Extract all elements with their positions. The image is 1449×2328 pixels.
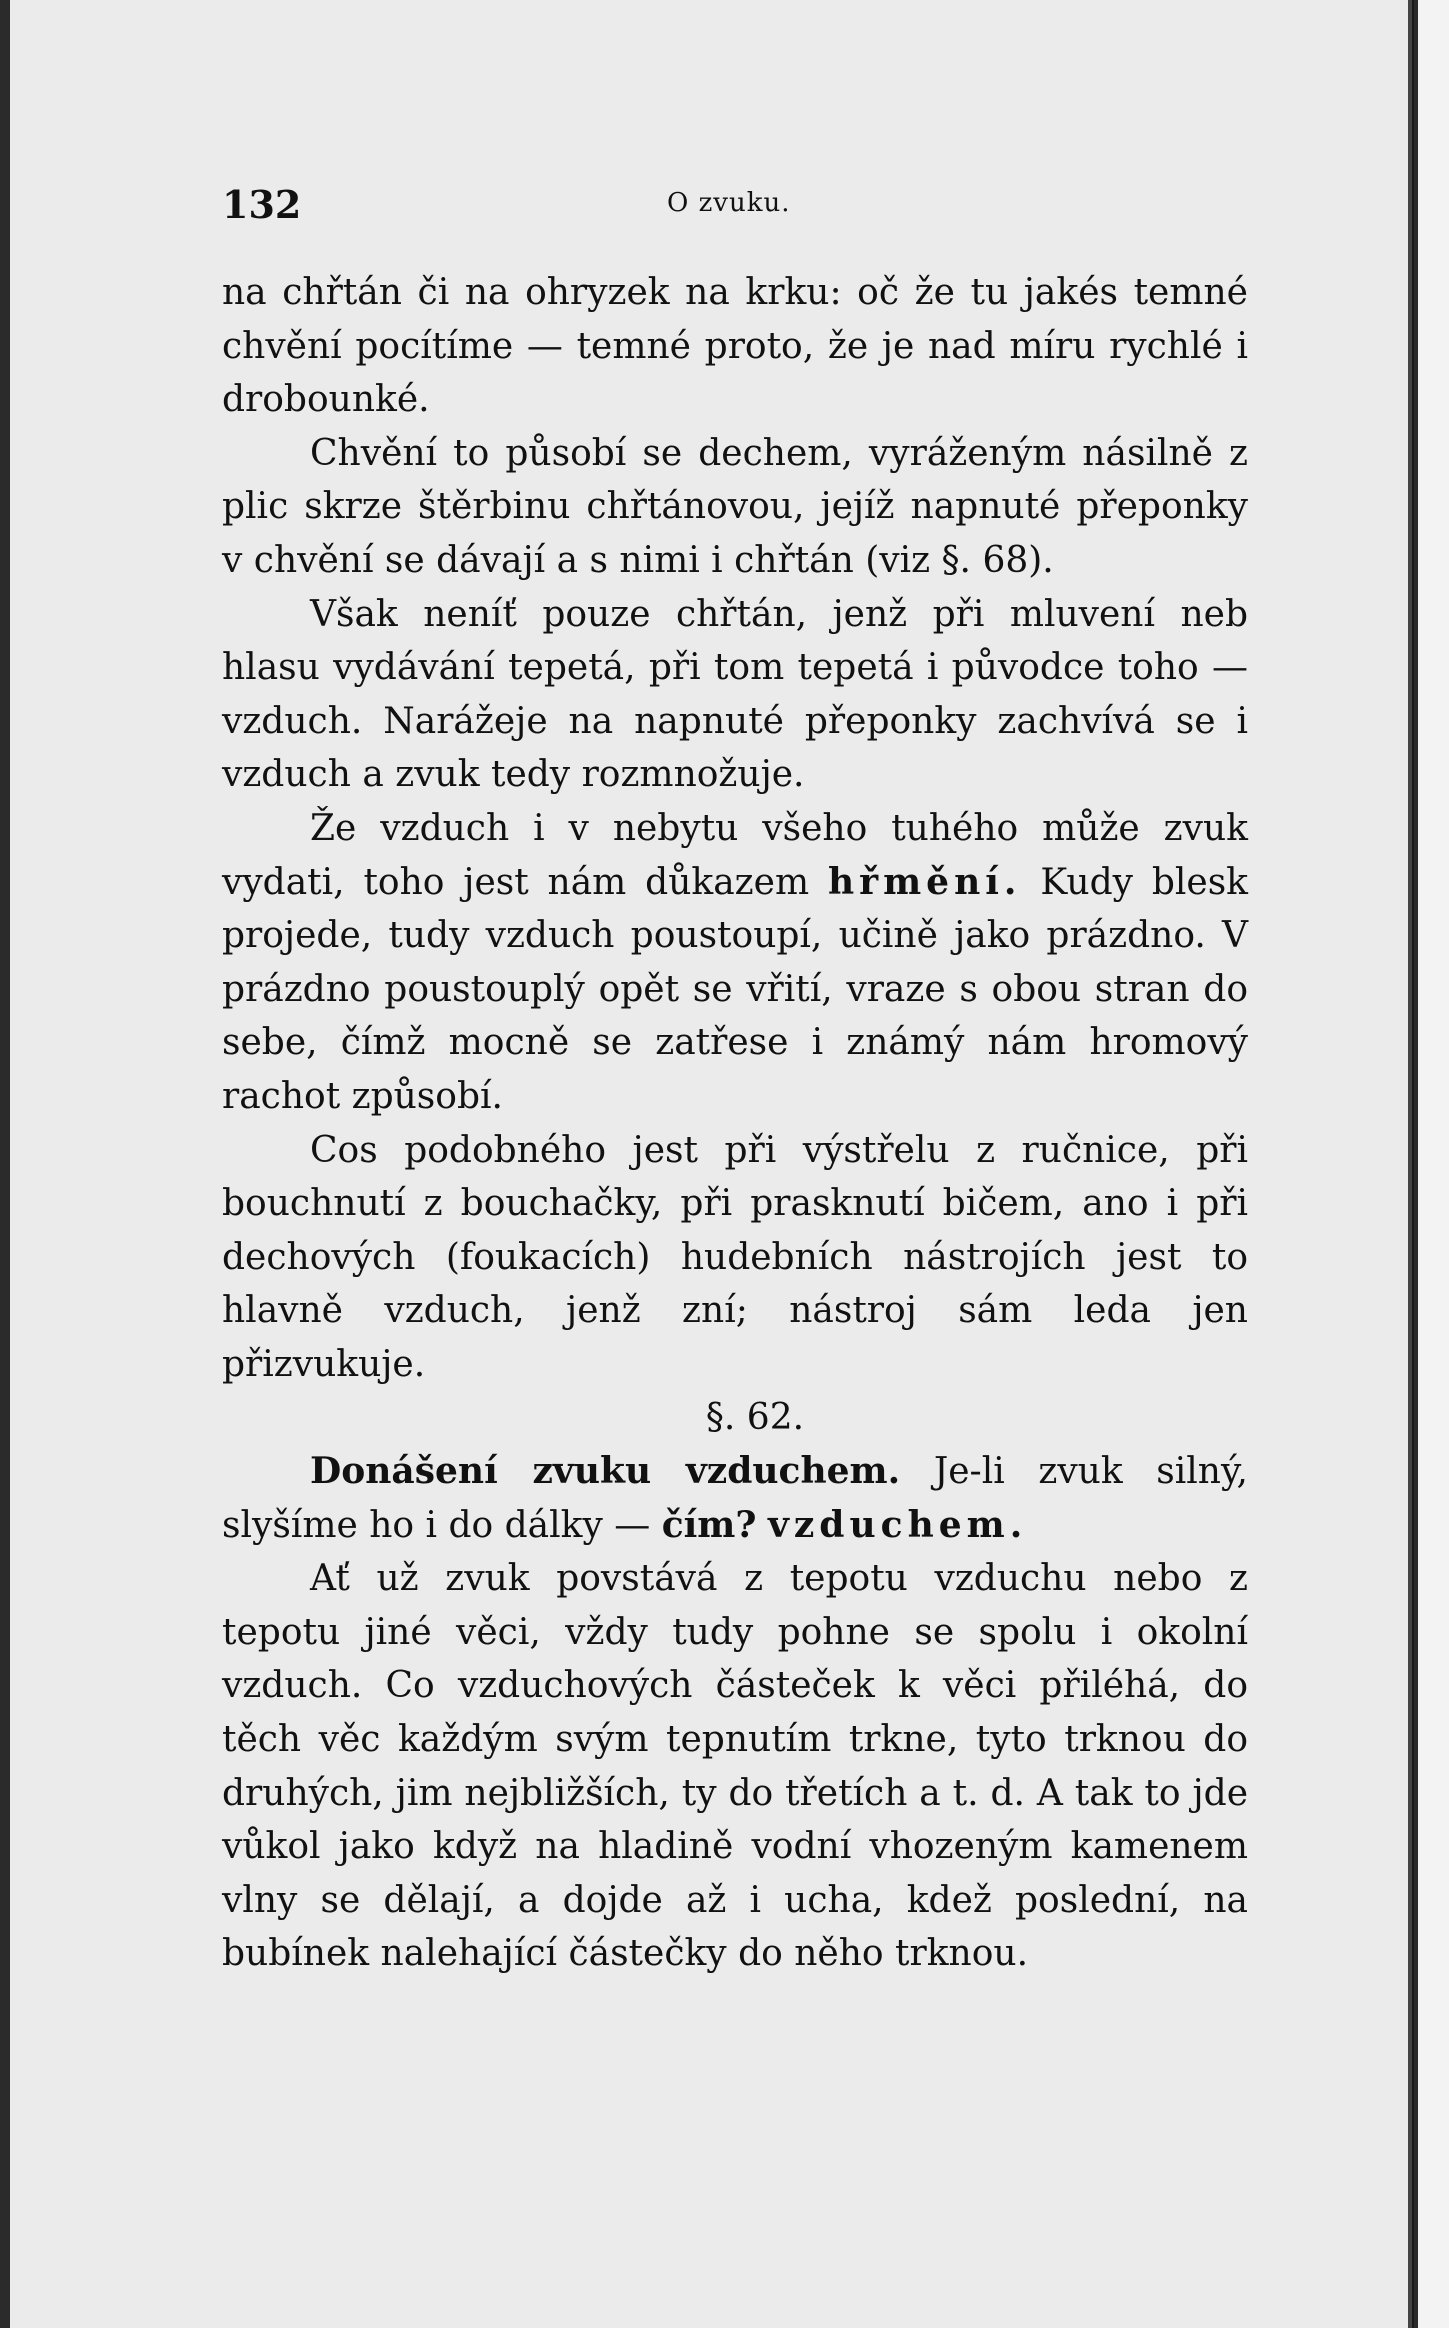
paragraph-1: na chřtán či na ohryzek na krku: oč že tu jakés temné chvění pocítíme — temné proto, že je nad míru rychlé i drobounké.: [222, 272, 1248, 421]
emphasized-term-thunder: hřmění.: [827, 860, 1022, 903]
page-header: [222, 182, 1252, 242]
question-word: čím?: [661, 1503, 757, 1546]
binding-shadow: [1414, 0, 1418, 2328]
paragraph-4-end: Kudy blesk projede, tudy vzduch poustoupí, učině jako prázdno. V prázdno poustouplý opět se vřití, vraze s obou stran do sebe, čímž mocně se zatřese i známý nám hromový rachot způsobí.: [222, 861, 1248, 1117]
paragraph-6-text: Je-li zvuk silný, slyšíme ho i do dálky —: [222, 1451, 1248, 1546]
section-heading-title: Donášení zvuku vzduchem.: [310, 1450, 901, 1493]
left-page-edge: [0, 0, 10, 2328]
paragraph-2: Chvění to působí se dechem, vyráženým násilně z plic skrze štěrbinu chřtánovou, jejíž napnuté přeponky v chvění se dávají a s nimi i chřtán (viz §. 68).: [222, 432, 1248, 581]
paragraph-4-start: Že vzduch i v nebytu všeho tuhého může zvuk vydati, toho jest nám důkazem: [222, 807, 1248, 903]
paragraph-5: Cos podobného jest při výstřelu z ručnice, při bouchnutí z bouchačky, při prasknutí bičem, ano i při dechových (foukacích) hudebních nástrojích jest to hlavně vzduch, jenž zní; nástroj sám leda jen přizvukuje.: [222, 1129, 1248, 1385]
paragraph-6: [222, 1445, 1248, 1552]
paragraph-4: [222, 802, 1248, 1124]
paragraph-7: Ať už zvuk povstává z tepotu vzduchu nebo z tepotu jiné věci, vždy tudy pohne se spolu i okolní vzduch. Co vzduchových částeček k věci přiléhá, do těch věc každým svým tepnutím trkne, tyto trknou do druhých, jim nejbližších, ty do třetích a t. d. A tak to jde vůkol jako když na hladině vodní vhozeným kamenem vlny se dělají, a dojde až i ucha, kdež poslední, na bubínek nalehající částečky do něho trknou.: [222, 1558, 1248, 1975]
section-number: §. 62.: [705, 1397, 805, 1439]
paragraph-3: Však neníť pouze chřtán, jenž při mluvení neb hlasu vydávání tepetá, při tom tepetá i původce toho — vzduch. Narážeje na napnuté přeponky zachvívá se i vzduch a zvuk tedy rozmnožuje.: [222, 593, 1248, 796]
running-title: O zvuku.: [667, 188, 791, 218]
emphasized-term-air: vzduchem.: [767, 1503, 1028, 1546]
page-number: 132: [222, 182, 302, 227]
page-text: [222, 266, 1248, 1981]
right-page-edge: [1414, 0, 1449, 2328]
